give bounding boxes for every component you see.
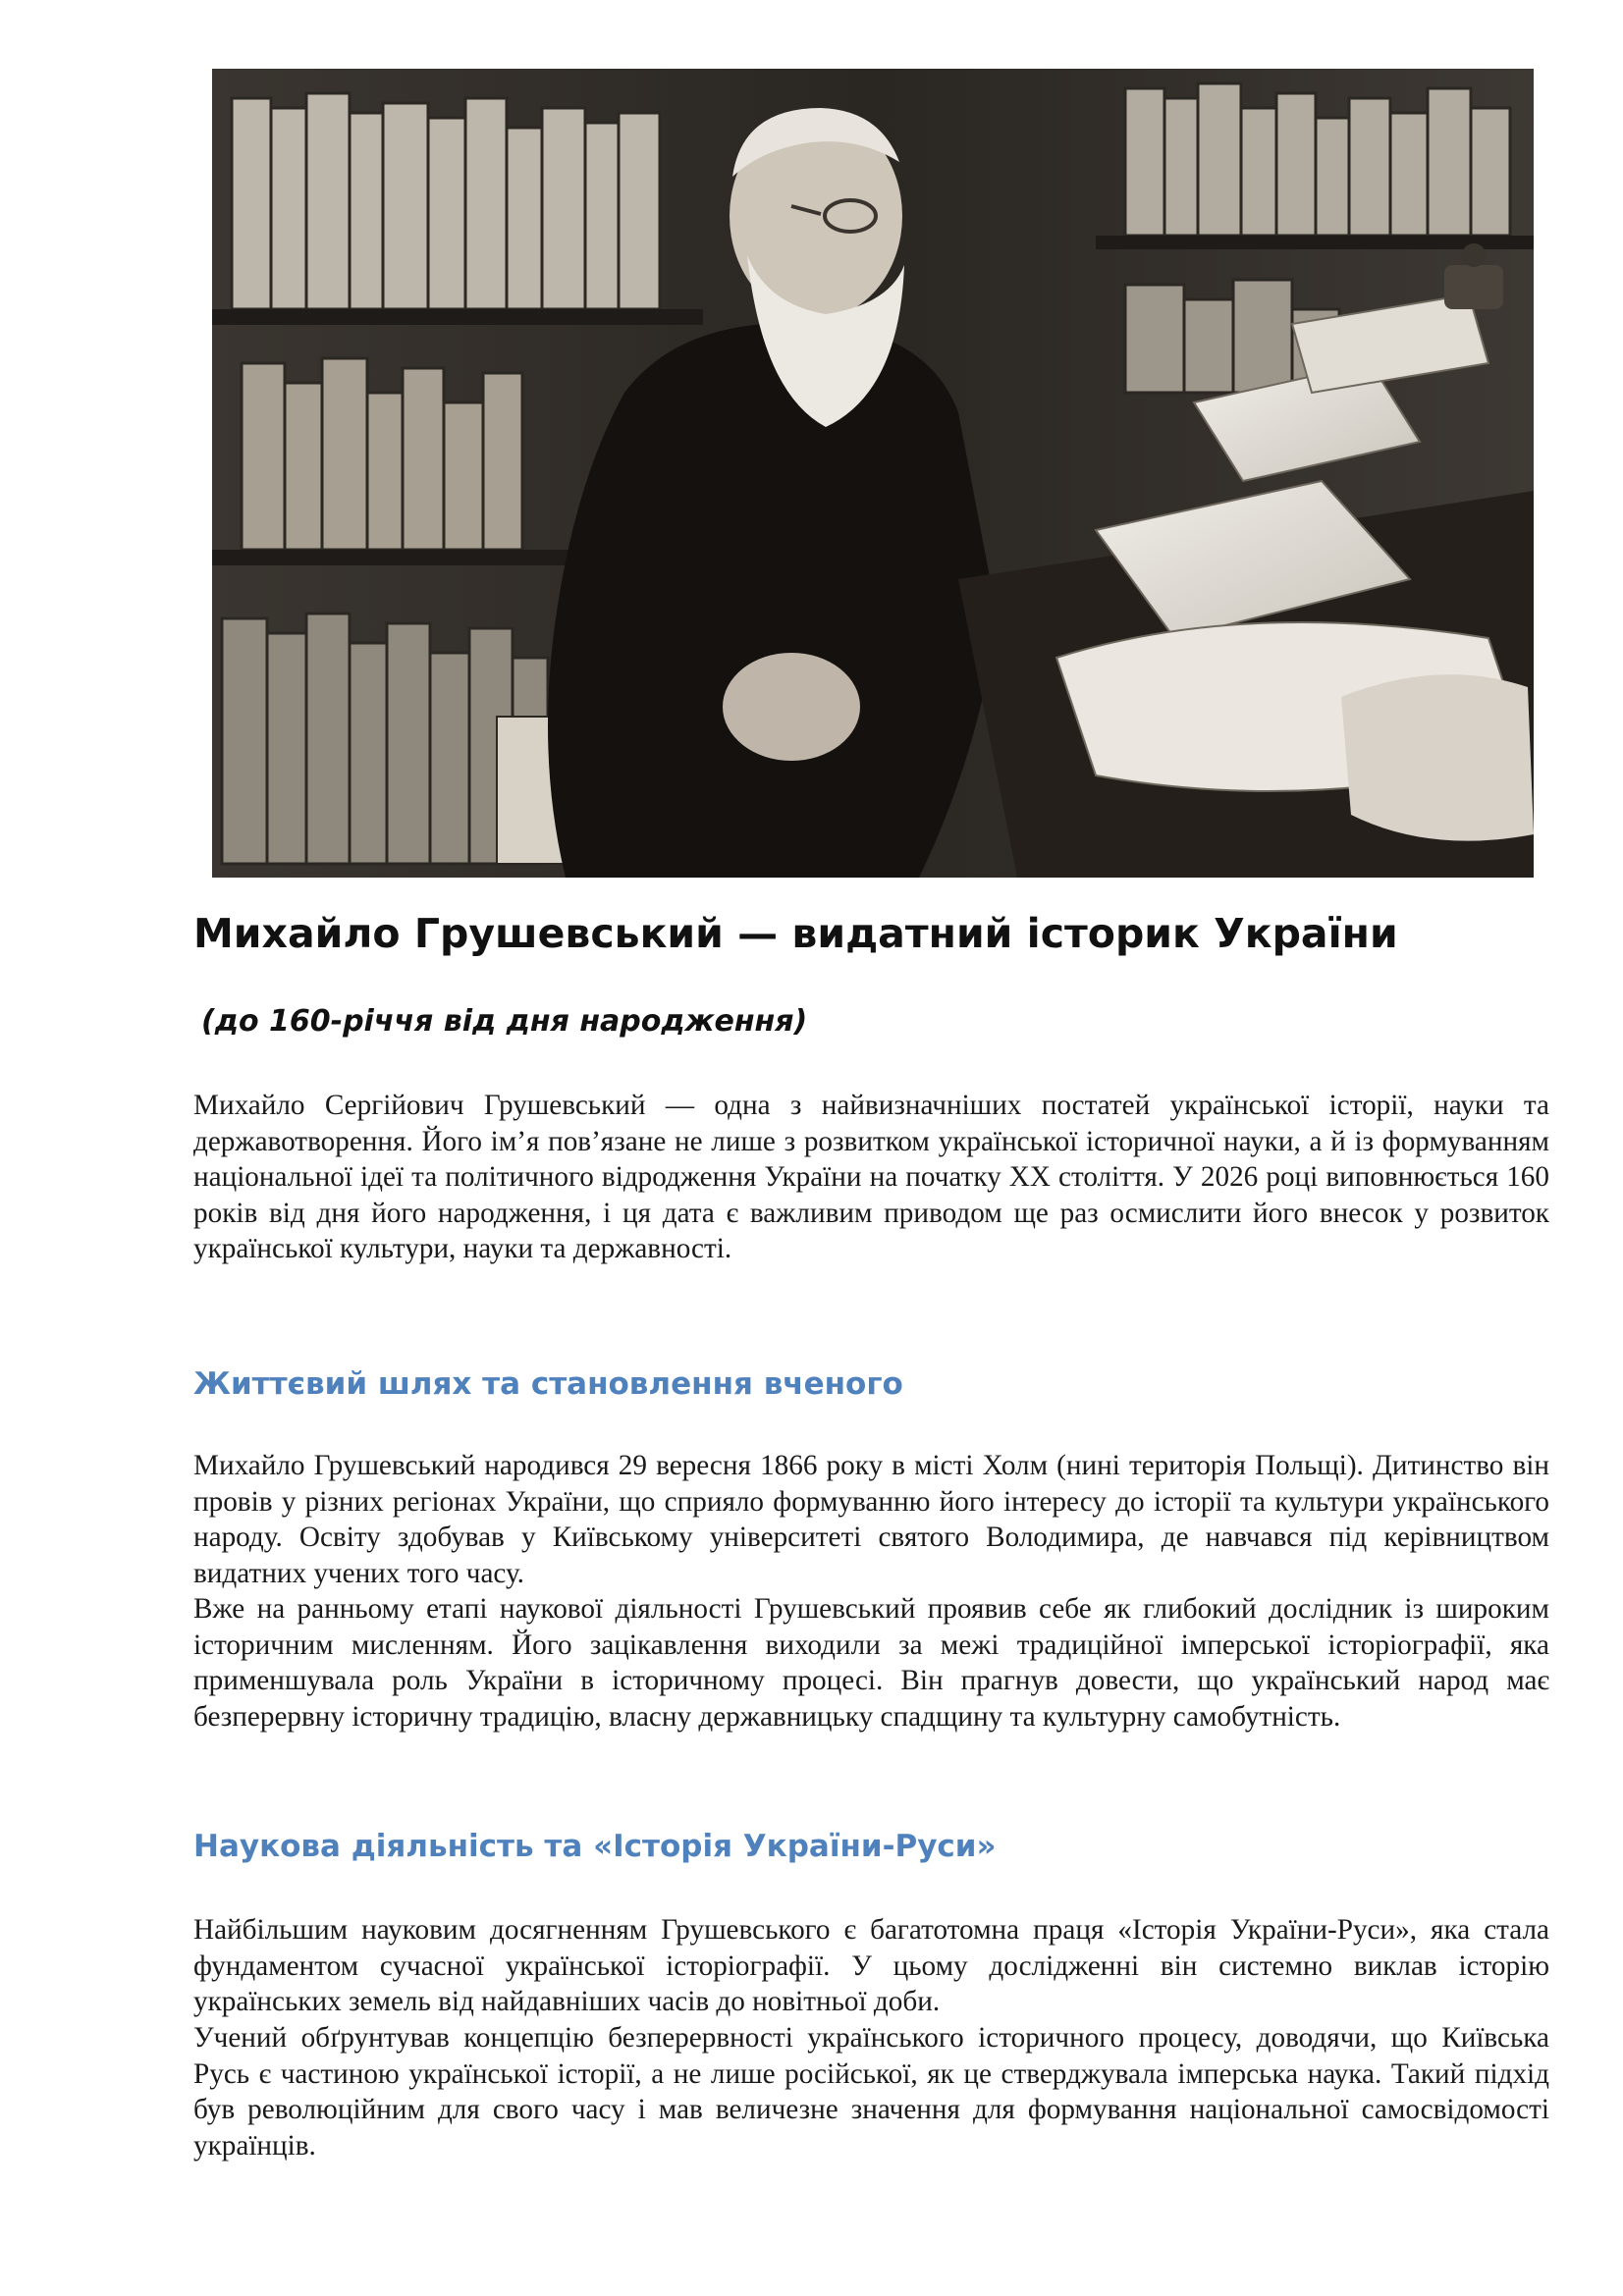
- section-paragraph: Михайло Грушевський народився 29 вересня 1866 року в місті Холм (нині територія Польщі). Дитинство він провів у різних регіонах України, що сприяло формуванню його інтересу до історії та культури українського народу. Освіту здобував у Київському університеті святого Володимира, де навчався під керівництвом видатних учених того часу.: [193, 1450, 1549, 1589]
- page-subtitle: (до 160-річчя від дня народження): [201, 1004, 808, 1039]
- section-paragraph: Вже на ранньому етапі наукової діяльності Грушевський проявив себе як глибокий дослідник із широким історичним мисленням. Його зацікавлення виходили за межі традиційної імперської історіографії, яка применшувала роль України в історичному процесі. Він прагнув довести, що український народ має безперервну історичну традицію, власну державницьку спадщину та культурну самобутність.: [193, 1593, 1549, 1733]
- section-heading-life-path: Життєвий шлях та становлення вченого: [193, 1366, 903, 1402]
- section-paragraph: Учений обґрунтував концепцію безперервності українського історичного процесу, доводячи, що Київська Русь є частиною української історії, а не лише російської, як це стверджувала імперська наука. Такий підхід був революційним для свого часу і мав величезне значення для формування національної самосвідомості українців.: [193, 2022, 1549, 2162]
- portrait-photo-illustration: [212, 69, 1534, 878]
- section-paragraph: Найбільшим науковим досягненням Грушевського є багатотомна праця «Історія України-Руси», яка стала фундаментом сучасної української історіографії. У цьому дослідженні він системно виклав історію українських земель від найдавніших часів до новітньої доби.: [193, 1914, 1549, 2018]
- intro-paragraph: Михайло Сергійович Грушевський — одна з найвизначніших постатей української історії, науки та державотворення. Його ім’я пов’язане не лише з розвитком української історичної науки, а й із формуванням національної ідеї та політичного відродження України на початку XX століття. У 2026 році виповнюється 160 років від дня його народження, і ця дата є важливим приводом ще раз осмислити його внесок у розвиток української культури, науки та державності.: [193, 1090, 1549, 1265]
- portrait-photo: [212, 69, 1534, 878]
- page-title: Михайло Грушевський — видатний історик України: [193, 910, 1398, 957]
- section-heading-scientific-work: Наукова діяльність та «Історія України-Руси»: [193, 1829, 997, 1864]
